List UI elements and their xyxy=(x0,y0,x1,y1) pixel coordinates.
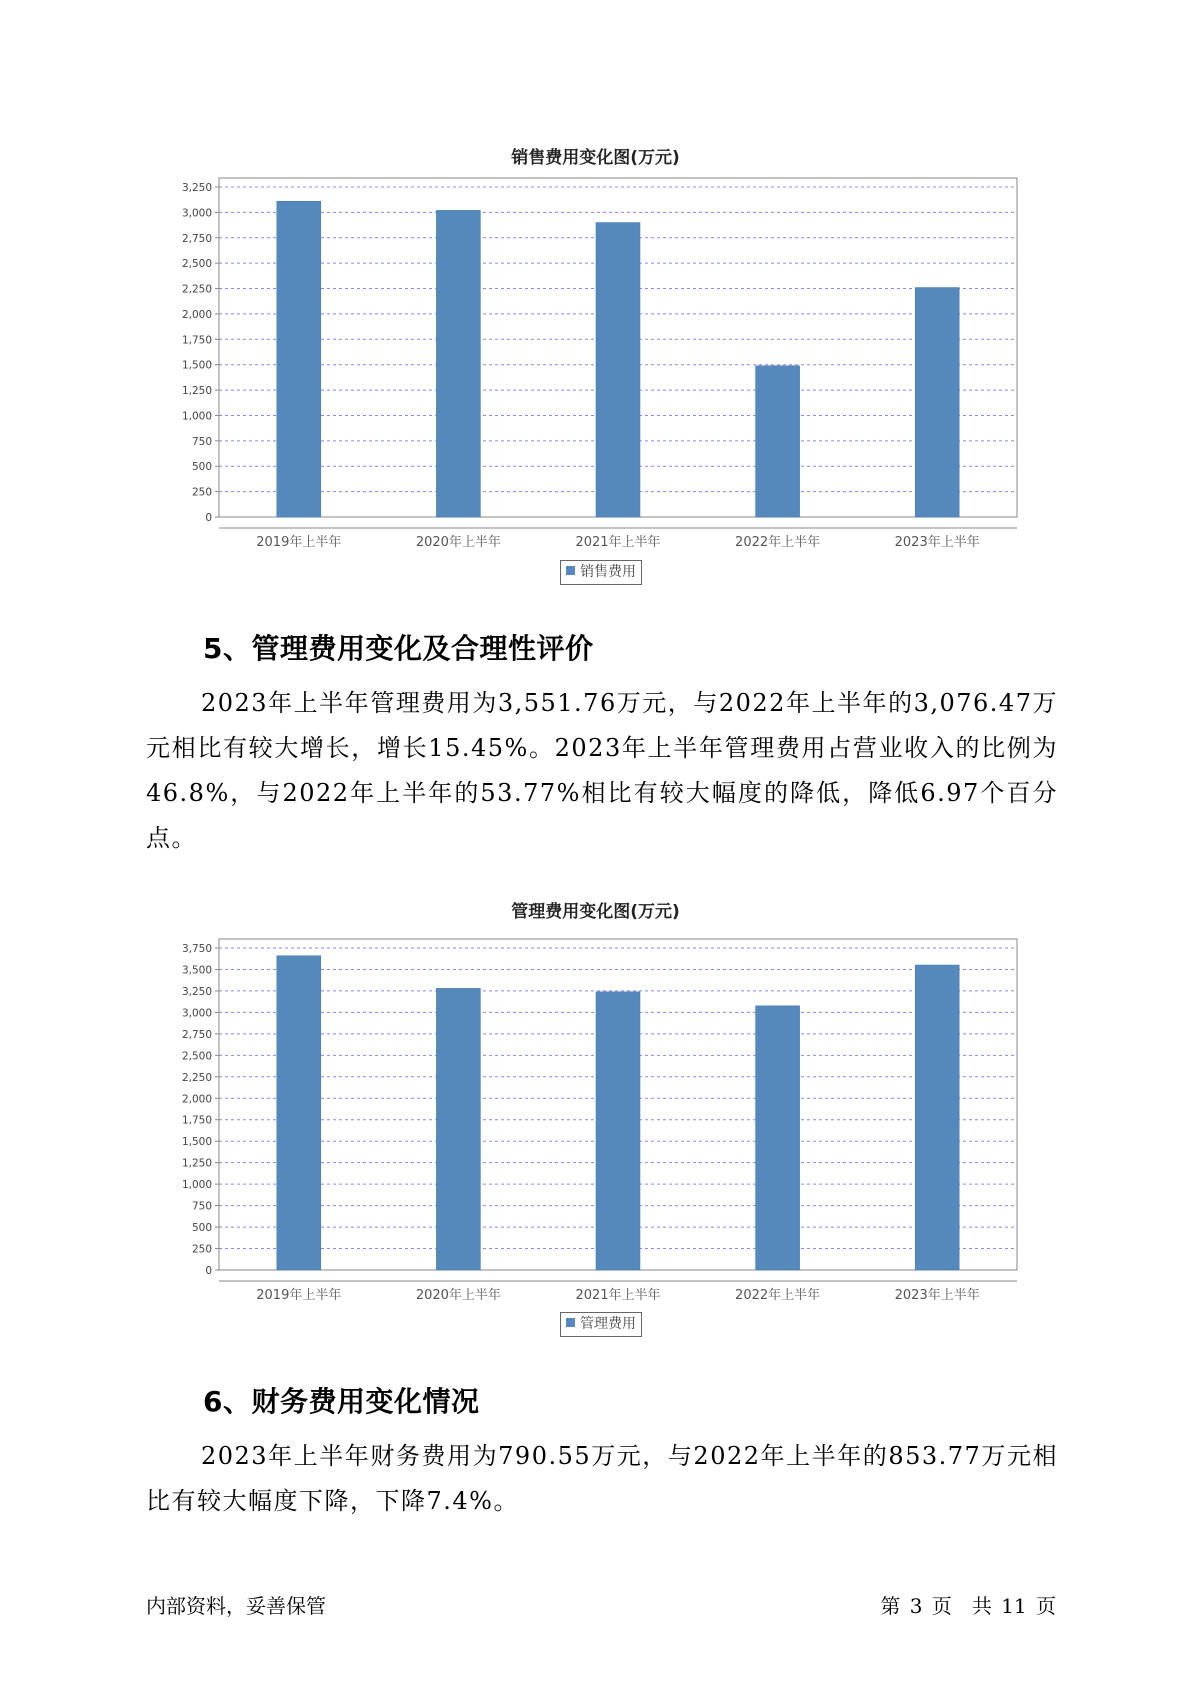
legend-label: 销售费用 xyxy=(580,564,636,580)
legend-label: 管理费用 xyxy=(580,1316,636,1332)
y-tick-label: 1,250 xyxy=(181,385,212,398)
section-heading-admin-expense: 5、管理费用变化及合理性评价 xyxy=(203,632,594,665)
y-tick-label: 1,750 xyxy=(181,334,212,347)
y-tick-label: 500 xyxy=(191,461,212,474)
y-tick-label: 2,500 xyxy=(181,258,212,271)
bar xyxy=(915,965,959,1270)
y-tick-label: 750 xyxy=(191,435,212,448)
legend-swatch xyxy=(566,1318,575,1327)
chart-title: 管理费用变化图(万元) xyxy=(511,902,680,922)
x-tick-label: 2023年上半年 xyxy=(894,535,980,550)
section-heading-finance-expense: 6、财务费用变化情况 xyxy=(203,1385,480,1418)
y-tick-label: 1,500 xyxy=(181,359,212,372)
paragraph-finance-expense: 2023年上半年财务费用为790.55万元，与2022年上半年的853.77万元相比有较大幅度下降，下降7.4%。 xyxy=(146,1442,1058,1515)
bar xyxy=(596,992,640,1270)
x-tick-label: 2021年上半年 xyxy=(575,1288,661,1303)
y-tick-label: 1,250 xyxy=(181,1157,212,1170)
x-tick-label: 2021年上半年 xyxy=(575,535,661,550)
y-tick-label: 3,000 xyxy=(181,1007,212,1020)
footer-page-number: 第 3 页 共 11 页 xyxy=(880,1594,1056,1618)
bar xyxy=(436,988,480,1270)
y-tick-label: 3,750 xyxy=(181,943,212,955)
x-tick-label: 2022年上半年 xyxy=(735,535,821,550)
x-tick-label: 2020年上半年 xyxy=(415,1288,501,1303)
y-tick-label: 2,750 xyxy=(181,1028,212,1041)
chart-legend xyxy=(560,1312,642,1337)
y-tick-label: 1,000 xyxy=(181,1179,212,1192)
bar xyxy=(756,1006,800,1270)
y-tick-label: 1,750 xyxy=(181,1114,212,1127)
y-tick-label: 250 xyxy=(191,1243,212,1256)
y-tick-label: 1,500 xyxy=(181,1136,212,1149)
y-tick-label: 500 xyxy=(191,1222,212,1235)
y-tick-label: 1,000 xyxy=(181,410,212,423)
x-tick-label: 2020年上半年 xyxy=(415,535,501,550)
y-tick-label: 0 xyxy=(205,512,212,524)
y-tick-label: 2,250 xyxy=(181,1071,212,1084)
paragraph-admin-expense: 2023年上半年管理费用为3,551.76万元，与2022年上半年的3,076.47万元相比有较大增长，增长15.45%。2023年上半年管理费用占营业收入的比例为46.8%，与2022年上半年的53.77%相比有较大幅度的降低，降低6.97个百分点。 xyxy=(146,689,1058,852)
y-tick-label: 250 xyxy=(191,486,212,499)
y-tick-label: 750 xyxy=(191,1200,212,1213)
y-tick-label: 2,000 xyxy=(181,1093,212,1106)
y-tick-label: 3,000 xyxy=(181,207,212,220)
x-tick-label: 2022年上半年 xyxy=(735,1288,821,1303)
chart-title: 销售费用变化图(万元) xyxy=(511,148,680,168)
y-tick-label: 3,250 xyxy=(181,182,212,194)
y-tick-label: 3,500 xyxy=(181,964,212,977)
x-tick-label: 2019年上半年 xyxy=(256,535,342,550)
y-tick-label: 2,750 xyxy=(181,232,212,245)
x-tick-label: 2023年上半年 xyxy=(894,1288,980,1303)
x-tick-label: 2019年上半年 xyxy=(256,1288,342,1303)
y-tick-label: 2,500 xyxy=(181,1050,212,1063)
y-tick-label: 3,250 xyxy=(181,985,212,998)
footer-confidential-note: 内部资料，妥善保管 xyxy=(146,1594,326,1618)
y-tick-label: 2,000 xyxy=(181,308,212,321)
bar xyxy=(277,956,321,1270)
y-tick-label: 2,250 xyxy=(181,283,212,296)
y-tick-label: 0 xyxy=(205,1265,212,1277)
